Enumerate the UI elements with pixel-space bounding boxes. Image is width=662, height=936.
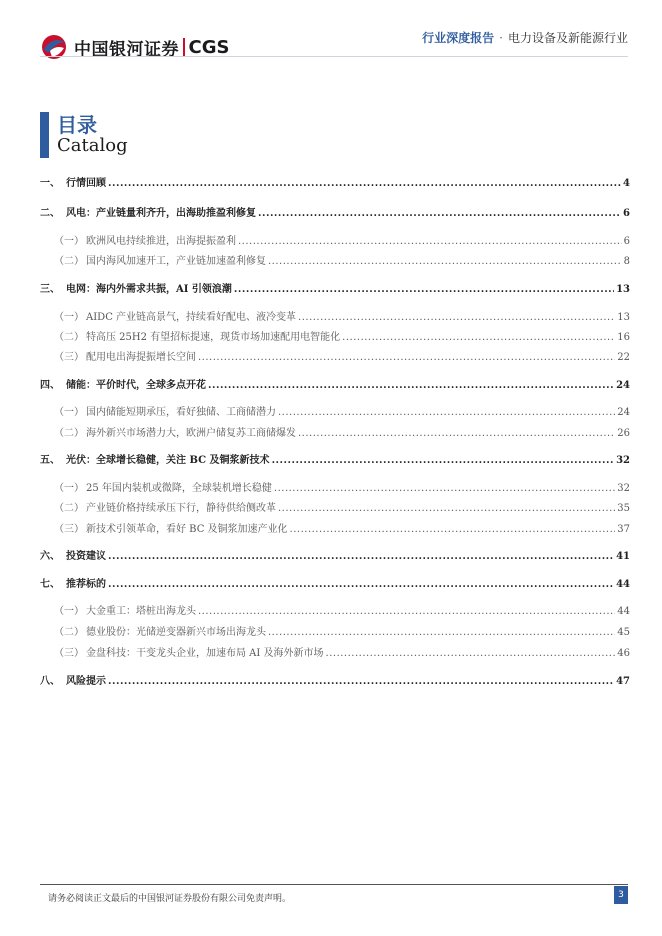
toc-leader-dots — [108, 551, 614, 562]
toc-entry-title: 配用电出海提振增长空间 — [86, 352, 196, 363]
toc-entry[interactable] — [40, 451, 630, 466]
toc-leader-dots — [108, 178, 621, 189]
toc-entry[interactable] — [40, 328, 630, 343]
toc-entry-title: 光伏：全球增长稳健，关注 BC 及铜浆新技术 — [66, 455, 270, 466]
toc-entry-number: 八、 — [40, 676, 60, 687]
toc-entry-number: （三） — [54, 352, 84, 363]
toc-leader-dots — [278, 407, 615, 418]
toc-entry-number: （一） — [54, 606, 84, 617]
toc-entry-page: 13 — [617, 312, 630, 323]
toc-entry-number: 三、 — [40, 284, 60, 295]
toc-leader-dots — [108, 676, 614, 687]
toc-entry-page: 8 — [623, 256, 630, 267]
toc-entry-title: 风险提示 — [66, 676, 106, 687]
toc-leader-dots — [234, 284, 614, 295]
toc-entry-title: 储能：平价时代，全球多点开花 — [66, 380, 206, 391]
toc-entry-number: （二） — [54, 256, 84, 267]
toc-leader-dots — [298, 428, 615, 439]
toc-entry[interactable] — [40, 376, 630, 391]
toc-entry[interactable] — [40, 308, 630, 323]
toc-entry-number: 一、 — [40, 178, 60, 189]
header-rule — [40, 56, 628, 57]
toc-entry-number: 七、 — [40, 579, 60, 590]
page-title: 目录 — [57, 113, 97, 137]
footer-disclaimer: 请务必阅读正文最后的中国银河证券股份有限公司免责声明。 — [48, 894, 292, 904]
toc-entry-number: 五、 — [40, 455, 60, 466]
toc-entry[interactable] — [40, 252, 630, 267]
toc-entry-number: （一） — [54, 236, 84, 247]
industry-name: 电力设备及新能源行业 — [507, 31, 628, 45]
toc-entry[interactable] — [40, 575, 630, 590]
toc-entry-page: 4 — [623, 178, 630, 189]
toc-entry-title: 投资建议 — [66, 551, 106, 562]
toc-entry-page: 32 — [616, 455, 630, 466]
toc-entry-title: 新技术引领革命，看好 BC 及铜浆加速产业化 — [86, 524, 288, 535]
toc-leader-dots — [198, 352, 615, 363]
toc-entry-page: 24 — [616, 380, 630, 391]
toc-entry[interactable] — [40, 403, 630, 418]
toc-entry-number: （二） — [54, 627, 84, 638]
toc-entry-title: 国内储能短期承压，看好独储、工商储潜力 — [86, 407, 276, 418]
toc-entry-number: （二） — [54, 503, 84, 514]
toc-entry-page: 32 — [617, 483, 630, 494]
toc-entry-title: 国内海风加速开工，产业链加速盈利修复 — [86, 256, 266, 267]
toc-entry-page: 6 — [623, 208, 630, 219]
toc-entry-title: AIDC 产业链高景气，持续看好配电、液冷变革 — [86, 312, 297, 323]
toc-entry[interactable] — [40, 232, 630, 247]
toc-entry[interactable] — [40, 602, 630, 617]
toc-leader-dots — [326, 648, 616, 659]
toc-entry-page: 44 — [616, 579, 630, 590]
toc-entry-page: 6 — [623, 236, 630, 247]
toc-leader-dots — [274, 483, 615, 494]
toc-entry[interactable] — [40, 520, 630, 535]
toc-leader-dots — [268, 256, 622, 267]
logo-english-name: CGS — [188, 36, 230, 58]
header-separator: · — [499, 31, 503, 45]
toc-entry-title: 德业股份：光储逆变器新兴市场出海龙头 — [86, 627, 266, 638]
toc-entry[interactable] — [40, 174, 630, 189]
toc-leader-dots — [268, 627, 615, 638]
toc-entry-page: 44 — [617, 606, 630, 617]
toc-leader-dots — [298, 312, 615, 323]
toc-entry[interactable] — [40, 424, 630, 439]
toc-entry-number: 四、 — [40, 380, 60, 391]
toc-entry[interactable] — [40, 280, 630, 295]
toc-entry-page: 16 — [617, 332, 630, 343]
toc-entry-title: 特高压 25H2 有望招标提速，现货市场加速配用电智能化 — [86, 332, 341, 343]
toc-leader-dots — [108, 579, 614, 590]
toc-leader-dots — [208, 380, 614, 391]
toc-entry-page: 37 — [617, 524, 630, 535]
toc-entry-page: 46 — [617, 648, 630, 659]
toc-leader-dots — [272, 455, 615, 466]
logo-divider — [183, 38, 185, 57]
toc-leader-dots — [198, 606, 615, 617]
toc-entry-number: （三） — [54, 648, 84, 659]
toc-leader-dots — [258, 208, 621, 219]
toc-leader-dots — [342, 332, 615, 343]
toc-entry-title: 推荐标的 — [66, 579, 106, 590]
toc-entry[interactable] — [40, 644, 630, 659]
toc-entry-number: （一） — [54, 407, 84, 418]
toc-entry[interactable] — [40, 499, 630, 514]
toc-entry-title: 欧洲风电持续推进，出海提振盈利 — [86, 236, 236, 247]
toc-entry-number: （三） — [54, 524, 84, 535]
toc-entry-page: 45 — [617, 627, 630, 638]
toc-entry-title: 海外新兴市场潜力大，欧洲户储复苏工商储爆发 — [86, 428, 296, 439]
toc-entry-number: （二） — [54, 332, 84, 343]
toc-entry-page: 41 — [616, 551, 630, 562]
toc-entry[interactable] — [40, 348, 630, 363]
toc-entry-number: （一） — [54, 483, 84, 494]
toc-entry-page: 22 — [617, 352, 630, 363]
toc-entry-number: 二、 — [40, 208, 60, 219]
footer-rule — [40, 884, 628, 885]
toc-entry[interactable] — [40, 204, 630, 219]
toc-entry-title: 产业链价格持续承压下行，静待供给侧改革 — [86, 503, 276, 514]
toc-entry[interactable] — [40, 479, 630, 494]
toc-entry[interactable] — [40, 672, 630, 687]
toc-entry-title: 风电：产业链量利齐升，出海助推盈利修复 — [66, 208, 256, 219]
toc-entry-number: 六、 — [40, 551, 60, 562]
page-subtitle: Catalog — [57, 135, 128, 156]
page-number: 3 — [614, 886, 628, 904]
toc-entry-page: 47 — [616, 676, 630, 687]
toc-entry-title: 25 年国内装机或微降，全球装机增长稳健 — [86, 483, 272, 494]
toc-entry-title: 大金重工：塔桩出海龙头 — [86, 606, 196, 617]
toc-entry[interactable] — [40, 623, 630, 638]
report-header — [422, 29, 628, 46]
toc-entry-page: 13 — [616, 284, 630, 295]
title-accent-bar — [40, 112, 49, 158]
toc-entry-page: 26 — [617, 428, 630, 439]
toc-entry-page: 35 — [617, 503, 630, 514]
toc-entry-title: 行情回顾 — [66, 178, 106, 189]
toc-leader-dots — [238, 236, 622, 247]
toc-entry[interactable] — [40, 547, 630, 562]
logo-chinese-name: 中国银河证券 — [74, 39, 179, 60]
toc-entry-title: 金盘科技：干变龙头企业，加速布局 AI 及海外新市场 — [86, 648, 324, 659]
toc-entry-title: 电网：海内外需求共振，AI 引领浪潮 — [66, 284, 232, 295]
toc-leader-dots — [290, 524, 616, 535]
toc-entry-number: （一） — [54, 312, 84, 323]
toc-entry-number: （二） — [54, 428, 84, 439]
toc-entry-page: 24 — [617, 407, 630, 418]
toc-leader-dots — [278, 503, 615, 514]
report-type: 行业深度报告 — [422, 31, 495, 45]
